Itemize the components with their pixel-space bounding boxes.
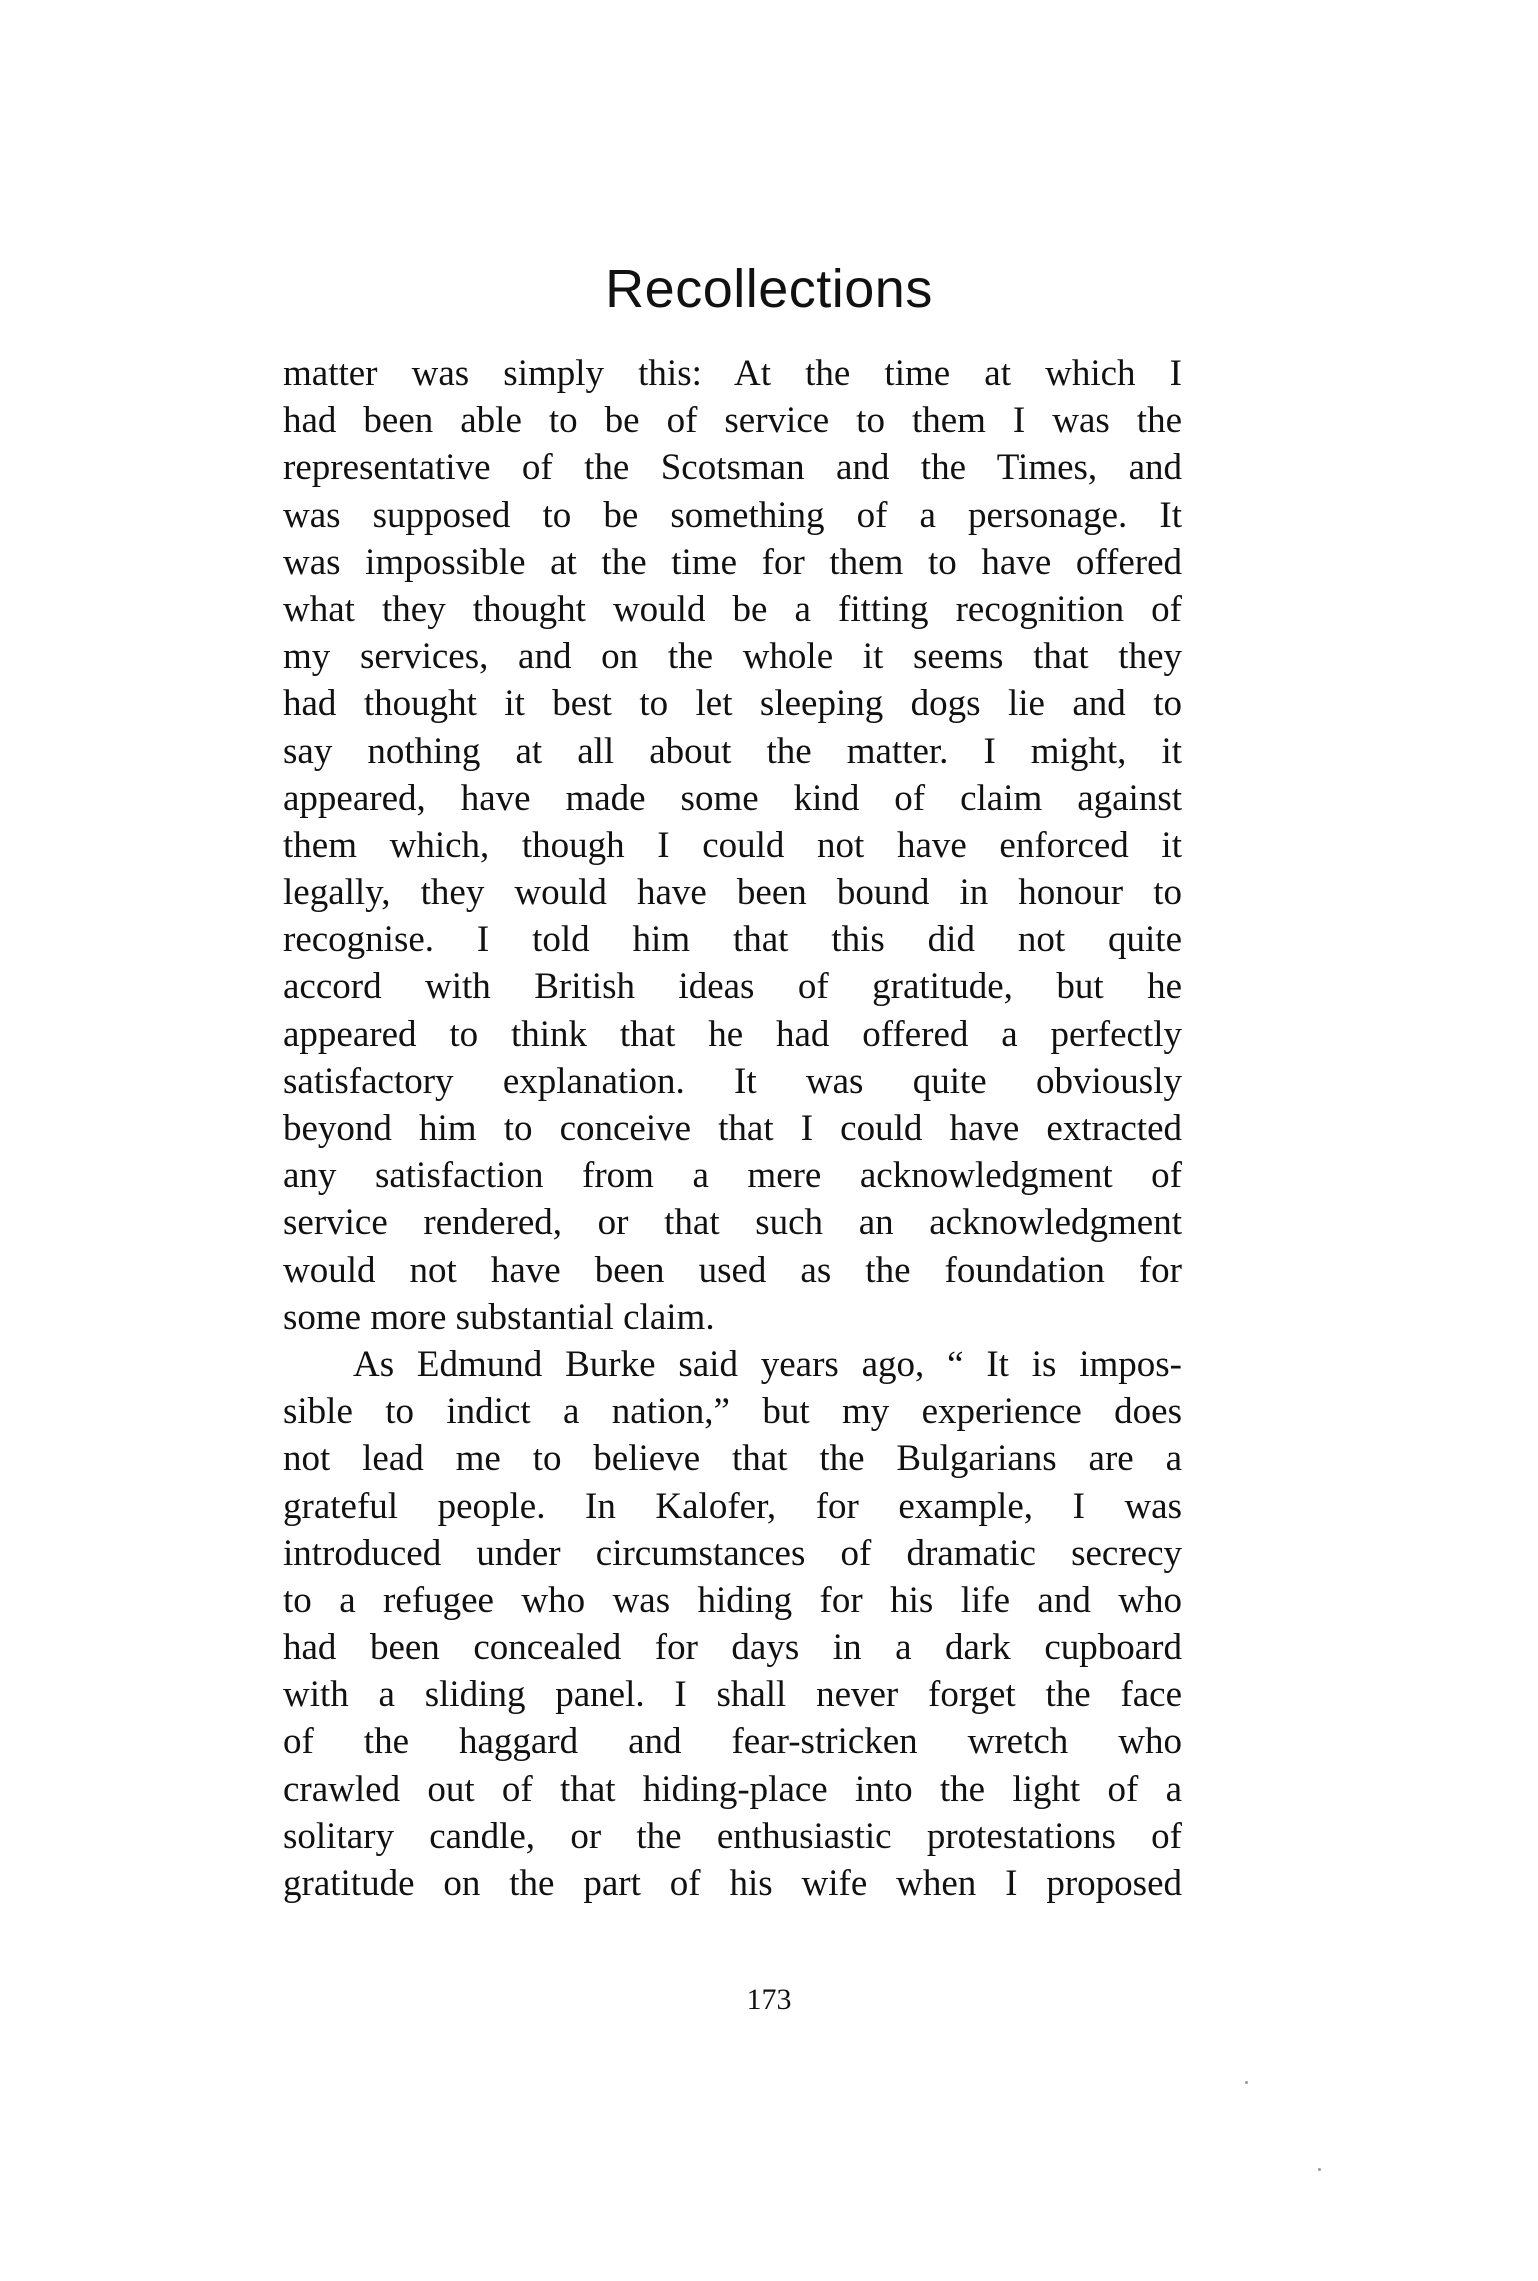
text-line: them which, though I could not have enforced it (283, 824, 1182, 866)
text-line: accord with British ideas of gratitude, but he (283, 966, 1182, 1008)
text-line: would not have been used as the foundation for (283, 1249, 1182, 1291)
text-line: some more substantial claim. (283, 1296, 715, 1338)
text-line: sible to indict a nation,” but my experience does (283, 1391, 1182, 1433)
text-line: grateful people. In Kalofer, for example, I was (283, 1485, 1182, 1527)
running-title: Recollections (605, 259, 933, 319)
body-text (283, 350, 1182, 1907)
text-line: with a sliding panel. I shall never forget the face (283, 1674, 1182, 1716)
text-line: had thought it best to let sleeping dogs lie and to (283, 683, 1182, 725)
text-line: of the haggard and fear-stricken wretch who (283, 1721, 1182, 1763)
text-line: appeared to think that he had offered a perfectly (283, 1013, 1182, 1055)
text-line: legally, they would have been bound in honour to (283, 872, 1182, 914)
text-line: representative of the Scotsman and the Times, and (283, 447, 1182, 489)
text-line: my services, and on the whole it seems that they (283, 636, 1182, 678)
text-line: had been concealed for days in a dark cupboard (283, 1627, 1182, 1669)
text-line: to a refugee who was hiding for his life and who (283, 1579, 1182, 1621)
text-line: introduced under circumstances of dramatic secrecy (283, 1532, 1182, 1574)
text-line: not lead me to believe that the Bulgarians are a (283, 1438, 1182, 1480)
page-number: 173 (746, 1983, 792, 2016)
text-line: recognise. I told him that this did not quite (283, 919, 1182, 961)
text-line: gratitude on the part of his wife when I proposed (283, 1863, 1182, 1904)
ink-speck-decoration (1245, 2081, 1248, 2084)
text-line: had been able to be of service to them I was the (283, 400, 1182, 442)
text-line: crawled out of that hiding-place into the light of a (283, 1768, 1182, 1810)
text-line: matter was simply this: At the time at which I (283, 353, 1182, 394)
ink-speck-decoration (1318, 2168, 1321, 2171)
text-line: say nothing at all about the matter. I might, it (283, 730, 1182, 772)
text-line: what they thought would be a fitting recognition of (283, 588, 1182, 630)
text-line: beyond him to conceive that I could have extracted (283, 1108, 1182, 1149)
text-line: solitary candle, or the enthusiastic protestations of (283, 1815, 1182, 1857)
text-line: As Edmund Burke said years ago, “ It is impos- (353, 1343, 1182, 1385)
text-line: satisfactory explanation. It was quite obviously (283, 1060, 1182, 1102)
text-line: service rendered, or that such an acknowledgment (283, 1202, 1182, 1244)
text-line: appeared, have made some kind of claim against (283, 777, 1182, 819)
text-line: any satisfaction from a mere acknowledgment of (283, 1155, 1182, 1197)
text-line: was impossible at the time for them to have offered (283, 541, 1182, 583)
text-line: was supposed to be something of a personage. It (283, 494, 1182, 536)
